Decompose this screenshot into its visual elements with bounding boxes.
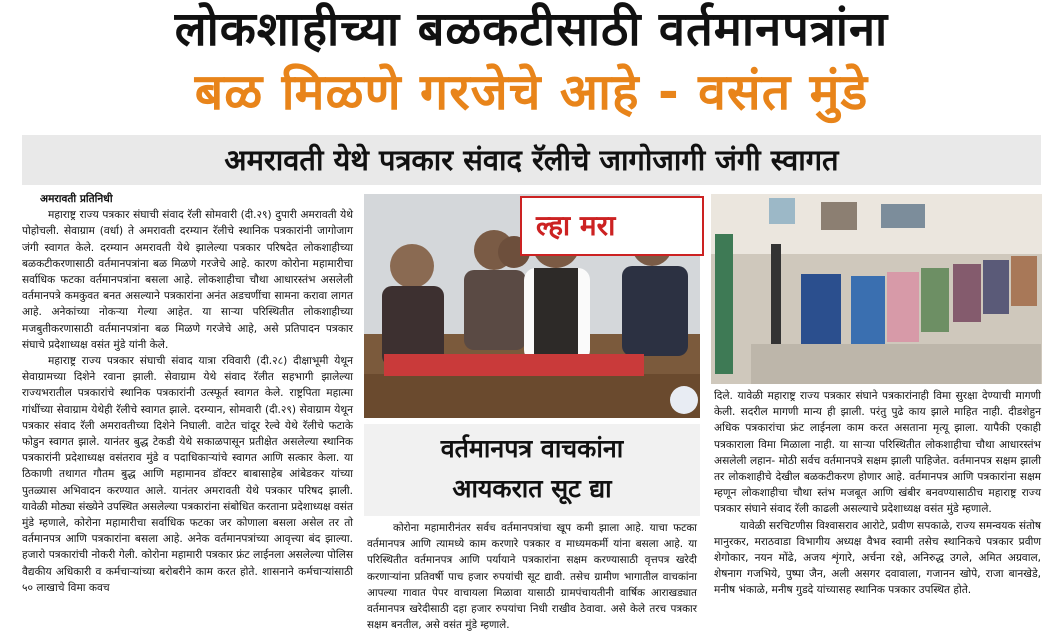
audience-illustration xyxy=(711,194,1042,384)
article-paragraph: दिले. यावेळी महाराष्ट्र राज्य पत्रकार संघाने पत्रकारांनाही विमा सुरक्षा देण्याची मागणी केली. सदरील मागणी मान्य ही झाली. परंतु पुढे काय झाले माहित नाही. दीडशेहुन अधिक पत्रकारांचा फ्रंट लाईनला काम करत असताना मृत्यू झाला. यापैकी एकाही पत्रकाराला विमा मिळाला नाही. या साऱ्या परिस्थितीत लोकशाहीचा चौथा आधारस्तंभ असलेली लहान- मोठी सर्वच वर्तमानपत्रे सक्षम झाली पाहिजेत. वर्तमानपत्र सक्षम झाली तर लोकशाहीचे देखील बळकटीकरण होणार आहे. वर्तमानपत्र आणि पत्रकारांना सक्षम म्हणून लोकशाहीचा चौथा स्तंभ मजबूत आणि खंबीर बनवण्यासाठीच महाराष्ट्र राज्य पत्रकार संघाने संवाद रॅली काढली असल्याचे प्रदेशाध्यक्ष वसंत मुंडे म्हणाले. xyxy=(714,390,1041,516)
headline-line-1: लोकशाहीच्या बळकटीसाठी वर्तमानपत्रांना xyxy=(174,2,889,57)
audience-photo xyxy=(711,194,1042,384)
article-paragraph: महाराष्ट्र राज्य पत्रकार संघाची संवाद यात्रा रविवारी (दी.२८) दीक्षाभूमी येथून सेवाग्रामच्या दिशेने रवाना झाली. सेवाग्राम येथे संवाद रॅलीत सहभागी झालेल्या राज्यभरातील पत्रकारांचे स्थानिक पत्रकारांनी उत्स्फूर्त स्वागत केले. राष्ट्रपिता महात्मा गांधींच्या सेवाग्राम येथेही रॅलीचे स्वागत झाले. दरम्यान, सोमवारी (दी.२९) सेवाग्राम येथून पत्रकार संवाद रॅली अमरावतीच्या दिशेने निघाली. वाटेत चांदूर रेल्वे येथे रॅलीचे फटाके फोडुन स्वागत झाले. यानंतर बुद्ध टेकडी येथे सकाळपासून प्रतीक्षेत असलेल्या स्थानिक पत्रकारांनी प्रदेशाध्यक्ष वसंतराव मुंडे व पदाधिकाऱ्यांचे स्वागत आणि सत्कार केला. या ठिकाणी तथागत गौतम बुद्ध आणि महामानव डॉक्टर बाबासाहेब आंबेडकर यांच्या पुतळ्यास अभिवादन करण्यात आले. यानंतर अमरावती येथे पत्रकार परिषद झाली. यावेळी मोठ्या संख्येने उपस्थित असलेल्या पत्रकारांना संबोधित करताना प्रदेशाध्यक्ष वसंत मुंडे म्हणाले, कोरोना महामारीचा सर्वाधिक फटका जर कोणाला बसला असेल तर तो वर्तमानपत्र आणि पत्रकारांना बसला आहे. अनेक वर्तमानपत्रांच्या आवृत्त्या बंद झाल्या. हजारो पत्रकारांची नोकरी गेली. कोरोना महामारी पत्रकार फ्रंट लाईनला असलेल्या पोलिस वैद्यकीय अधिकारी व कर्मचाऱ्यांच्या बरोबरीने काम करत होते. शासनाने कर्मचाऱ्यांसाठी ५० लाखाचे विमा कवच xyxy=(22,355,353,594)
article-paragraph: कोरोना महामारीनंतर सर्वच वर्तमानपत्रांचा खूप कमी झाला आहे. याचा फटका वर्तमानपत्र आणि त्यामध्ये काम करणारे पत्रकार व माध्यमकर्मी यांना बसला आहे. या परिस्थितीत वर्तमानपत्र आणि पर्यायाने पत्रकारांना सक्षम करण्यासाठी वृत्तपत्र खरेदी करणाऱ्यांना प्रतिवर्षी पाच हजार रुपयांची सूट द्यावी. तसेच ग्रामीण भागातील वाचकांना आपल्या गावात पेपर वाचायला मिळावा यासाठी ग्रामपंचायतीनी वार्षिक आराखड्यात वर्तमानपत्र खरेदीसाठी दहा हजार रुपयांचा निधी राखीव ठेवावा. असे केले तरच पत्रकार सक्षम बनतील, असे वसंत मुंडे म्हणाले. xyxy=(367,522,697,632)
subheadline: अमरावती येथे पत्रकार संवाद रॅलीचे जागोजागी जंगी स्वागत xyxy=(22,135,1041,185)
article-paragraph: यावेळी सरचिटणीस विश्वासराव आरोटे, प्रवीण सपकाळे, राज्य समन्वयक संतोष मानुरकर, मराठवाडा विभागीय अध्यक्ष वैभव स्वामी तसेच स्थानिकचे पत्रकार प्रवीण शेगोकार, नयन मोंढे, अजय शृंगारे, अर्चना रक्षे, अनिरुद्ध उगले, अमित अग्रवाल, शेषनाग गजभिये, पुष्पा जैन, अली असगर दवावाला, गजानन खोपे, राजा बानखेडे, मनीष भंकाळे, मनीष गुडदे यांच्यासह स्थानिक पत्रकार उपस्थित होते. xyxy=(714,519,1041,597)
sidebox-title-line-2: आयकरात सूट द्या xyxy=(452,474,612,503)
sidebox-heading xyxy=(364,424,700,516)
article-column-1 xyxy=(22,191,353,596)
dateline: अमरावती प्रतिनिधी xyxy=(40,193,113,205)
banner-sign-text: ल्हा मरा xyxy=(536,209,616,242)
headline-line-2: बळ मिळणे गरजेचे आहे - वसंत मुंडे xyxy=(194,63,869,121)
article-paragraph: महाराष्ट्र राज्य पत्रकार संघाची संवाद रॅली सोमवारी (दी.२९) दुपारी अमरावती येथे पोहोचली. सेवाग्राम (वर्धा) ते अमरावती दरम्यान रॅलीचे स्थानिक पत्रकारांनी जागोजाग जंगी स्वागत केले. दरम्यान अमरावती येथे झालेल्या पत्रकार परिषदेत लोकशाहीच्या बळकटीकरणासाठी वर्तमानपत्रांना बळ मिळणे गरजेचे आहे. कारण कोरोना महामारीचा सर्वाधिक फटका वर्तमानपत्रांना बसला आहे. लोकशाहीचा चौथा आधारस्तंभ असलेली वर्तमानपत्रे कमकुवत बनत असल्याने पत्रकारांना अनंत अडचणींचा सामना करावा लागत आहे. अनेकांच्या नोकऱ्या गेल्या आहेत. या साऱ्या परिस्थितीत लोकशाहीच्या मजबुतीकरणासाठी वर्तमानपत्रांना बळ मिळणे गरजेचे आहे, असे प्रतिपादन पत्रकार संघाचे प्रदेशाध्यक्ष वसंत मुंडे यांनी केले. xyxy=(22,209,353,351)
sidebox-title-line-1: वर्तमानपत्र वाचकांना xyxy=(440,434,624,463)
article-column-3 xyxy=(714,388,1041,599)
banner-sign xyxy=(520,196,704,256)
article-column-2 xyxy=(367,520,697,633)
